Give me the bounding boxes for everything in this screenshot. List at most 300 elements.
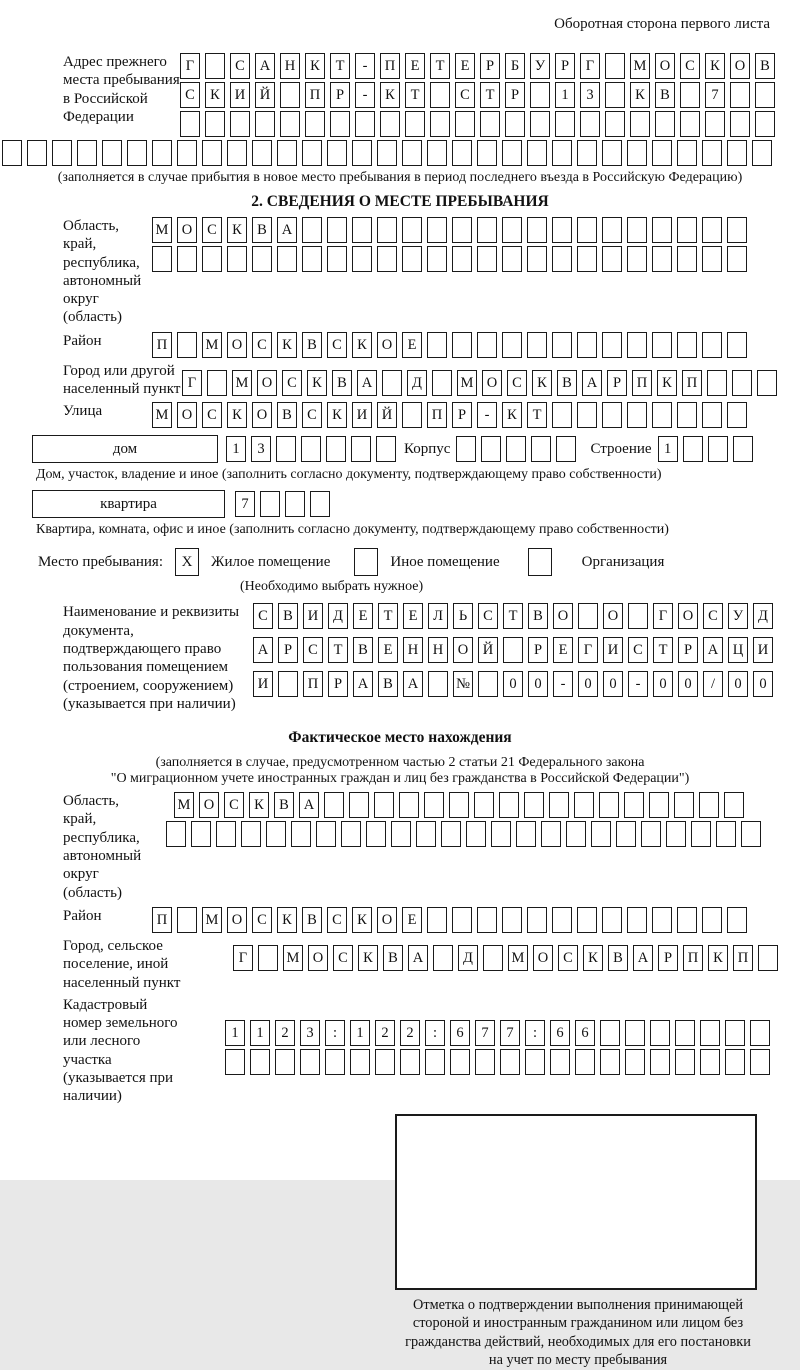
char-cell[interactable]: К [630, 82, 650, 108]
char-cell[interactable] [580, 111, 600, 137]
char-cell[interactable] [452, 246, 472, 272]
char-cell[interactable] [377, 140, 397, 166]
char-cell[interactable] [702, 402, 722, 428]
char-cell[interactable]: 0 [528, 671, 548, 697]
char-cell[interactable]: Й [377, 402, 397, 428]
char-cell[interactable]: В [277, 402, 297, 428]
char-cell[interactable] [452, 332, 472, 358]
char-cell[interactable]: В [528, 603, 548, 629]
char-cell[interactable]: И [753, 637, 773, 663]
char-cell[interactable] [677, 402, 697, 428]
char-cell[interactable] [327, 246, 347, 272]
char-cell[interactable] [730, 111, 750, 137]
char-cell[interactable]: 0 [653, 671, 673, 697]
char-cell[interactable] [708, 436, 728, 462]
char-cell[interactable]: А [277, 217, 297, 243]
char-cell[interactable]: № [453, 671, 473, 697]
char-cell[interactable] [205, 53, 225, 79]
char-cell[interactable]: К [352, 332, 372, 358]
char-cell[interactable] [524, 792, 544, 818]
char-cell[interactable] [481, 436, 501, 462]
char-cell[interactable] [677, 332, 697, 358]
char-cell[interactable]: М [202, 907, 222, 933]
char-cell[interactable] [477, 332, 497, 358]
char-cell[interactable] [177, 907, 197, 933]
char-cell[interactable] [377, 246, 397, 272]
char-cell[interactable] [180, 111, 200, 137]
char-cell[interactable] [503, 637, 523, 663]
char-cell[interactable] [374, 792, 394, 818]
char-cell[interactable]: : [325, 1020, 345, 1046]
char-cell[interactable]: 7 [475, 1020, 495, 1046]
char-cell[interactable] [627, 907, 647, 933]
char-cell[interactable]: О [252, 402, 272, 428]
char-cell[interactable] [241, 821, 261, 847]
char-cell[interactable] [405, 111, 425, 137]
dom-box[interactable]: дом [32, 435, 218, 463]
char-cell[interactable]: М [630, 53, 650, 79]
char-cell[interactable] [127, 140, 147, 166]
char-cell[interactable] [675, 1020, 695, 1046]
char-cell[interactable] [600, 1020, 620, 1046]
char-cell[interactable] [616, 821, 636, 847]
char-cell[interactable] [250, 1049, 270, 1075]
char-cell[interactable]: Г [578, 637, 598, 663]
char-cell[interactable] [477, 217, 497, 243]
char-cell[interactable]: В [302, 907, 322, 933]
char-cell[interactable]: И [253, 671, 273, 697]
char-cell[interactable] [677, 217, 697, 243]
char-cell[interactable]: М [457, 370, 477, 396]
char-cell[interactable] [252, 246, 272, 272]
char-cell[interactable] [577, 332, 597, 358]
char-cell[interactable] [699, 792, 719, 818]
char-cell[interactable] [727, 907, 747, 933]
char-cell[interactable] [230, 111, 250, 137]
char-cell[interactable]: А [582, 370, 602, 396]
char-cell[interactable]: В [383, 945, 403, 971]
char-cell[interactable]: Б [505, 53, 525, 79]
char-cell[interactable]: - [477, 402, 497, 428]
char-cell[interactable] [702, 217, 722, 243]
char-cell[interactable]: К [277, 907, 297, 933]
char-cell[interactable]: В [608, 945, 628, 971]
char-cell[interactable] [310, 491, 330, 517]
char-cell[interactable]: 0 [728, 671, 748, 697]
checkbox-zhiloe[interactable]: X [175, 548, 199, 576]
char-cell[interactable] [600, 1049, 620, 1075]
char-cell[interactable] [327, 217, 347, 243]
char-cell[interactable] [727, 332, 747, 358]
char-cell[interactable]: В [274, 792, 294, 818]
char-cell[interactable]: П [683, 945, 703, 971]
char-cell[interactable]: О [227, 332, 247, 358]
char-cell[interactable] [326, 436, 346, 462]
char-cell[interactable]: С [303, 637, 323, 663]
char-cell[interactable]: О [177, 217, 197, 243]
char-cell[interactable] [725, 1049, 745, 1075]
char-cell[interactable]: 2 [375, 1020, 395, 1046]
char-cell[interactable]: 7 [500, 1020, 520, 1046]
char-cell[interactable] [650, 1020, 670, 1046]
char-cell[interactable] [227, 140, 247, 166]
char-cell[interactable] [152, 140, 172, 166]
char-cell[interactable]: Д [328, 603, 348, 629]
char-cell[interactable] [478, 671, 498, 697]
char-cell[interactable]: 6 [575, 1020, 595, 1046]
char-cell[interactable]: С [282, 370, 302, 396]
char-cell[interactable] [341, 821, 361, 847]
char-cell[interactable] [652, 140, 672, 166]
char-cell[interactable] [427, 246, 447, 272]
char-cell[interactable] [502, 907, 522, 933]
char-cell[interactable]: П [152, 907, 172, 933]
char-cell[interactable] [599, 792, 619, 818]
char-cell[interactable]: 0 [603, 671, 623, 697]
char-cell[interactable]: М [202, 332, 222, 358]
char-cell[interactable] [77, 140, 97, 166]
char-cell[interactable] [700, 1020, 720, 1046]
char-cell[interactable]: Т [328, 637, 348, 663]
char-cell[interactable] [730, 82, 750, 108]
char-cell[interactable] [500, 1049, 520, 1075]
char-cell[interactable] [177, 246, 197, 272]
char-cell[interactable]: С [202, 217, 222, 243]
char-cell[interactable]: Т [405, 82, 425, 108]
char-cell[interactable] [380, 111, 400, 137]
char-cell[interactable] [627, 140, 647, 166]
char-cell[interactable] [152, 246, 172, 272]
char-cell[interactable]: 1 [555, 82, 575, 108]
char-cell[interactable]: О [308, 945, 328, 971]
char-cell[interactable] [391, 821, 411, 847]
char-cell[interactable]: Е [455, 53, 475, 79]
char-cell[interactable]: Г [182, 370, 202, 396]
char-cell[interactable] [725, 1020, 745, 1046]
char-cell[interactable]: К [227, 217, 247, 243]
char-cell[interactable]: 6 [450, 1020, 470, 1046]
char-cell[interactable] [691, 821, 711, 847]
char-cell[interactable]: Р [480, 53, 500, 79]
char-cell[interactable] [450, 1049, 470, 1075]
char-cell[interactable]: К [249, 792, 269, 818]
char-cell[interactable] [402, 140, 422, 166]
char-cell[interactable] [702, 246, 722, 272]
char-cell[interactable]: 0 [678, 671, 698, 697]
char-cell[interactable]: Т [503, 603, 523, 629]
char-cell[interactable] [377, 217, 397, 243]
char-cell[interactable]: Ц [728, 637, 748, 663]
char-cell[interactable] [491, 821, 511, 847]
char-cell[interactable] [641, 821, 661, 847]
char-cell[interactable] [427, 140, 447, 166]
char-cell[interactable] [702, 332, 722, 358]
char-cell[interactable] [302, 246, 322, 272]
char-cell[interactable]: 2 [275, 1020, 295, 1046]
char-cell[interactable] [400, 1049, 420, 1075]
char-cell[interactable] [425, 1049, 445, 1075]
char-cell[interactable]: У [530, 53, 550, 79]
char-cell[interactable] [452, 140, 472, 166]
char-cell[interactable] [652, 907, 672, 933]
char-cell[interactable] [427, 907, 447, 933]
char-cell[interactable] [416, 821, 436, 847]
char-cell[interactable]: С [230, 53, 250, 79]
char-cell[interactable]: А [253, 637, 273, 663]
char-cell[interactable]: Д [753, 603, 773, 629]
char-cell[interactable] [516, 821, 536, 847]
char-cell[interactable]: С [507, 370, 527, 396]
char-cell[interactable]: К [583, 945, 603, 971]
char-cell[interactable]: 3 [300, 1020, 320, 1046]
char-cell[interactable]: А [703, 637, 723, 663]
char-cell[interactable] [666, 821, 686, 847]
char-cell[interactable]: Р [278, 637, 298, 663]
char-cell[interactable]: Т [527, 402, 547, 428]
char-cell[interactable] [574, 792, 594, 818]
char-cell[interactable] [258, 945, 278, 971]
char-cell[interactable]: В [655, 82, 675, 108]
char-cell[interactable] [602, 402, 622, 428]
char-cell[interactable] [402, 246, 422, 272]
char-cell[interactable] [625, 1049, 645, 1075]
char-cell[interactable]: И [230, 82, 250, 108]
char-cell[interactable]: С [327, 332, 347, 358]
char-cell[interactable]: Р [555, 53, 575, 79]
char-cell[interactable] [352, 140, 372, 166]
char-cell[interactable] [652, 332, 672, 358]
char-cell[interactable]: О [482, 370, 502, 396]
char-cell[interactable]: А [403, 671, 423, 697]
char-cell[interactable] [555, 111, 575, 137]
char-cell[interactable] [530, 111, 550, 137]
char-cell[interactable]: Т [653, 637, 673, 663]
char-cell[interactable]: С [253, 603, 273, 629]
char-cell[interactable]: Р [505, 82, 525, 108]
char-cell[interactable] [652, 402, 672, 428]
char-cell[interactable]: М [508, 945, 528, 971]
char-cell[interactable]: С [302, 402, 322, 428]
char-cell[interactable]: М [174, 792, 194, 818]
char-cell[interactable] [602, 217, 622, 243]
char-cell[interactable]: В [353, 637, 373, 663]
checkbox-inoe[interactable] [354, 548, 378, 576]
char-cell[interactable]: А [299, 792, 319, 818]
char-cell[interactable]: У [728, 603, 748, 629]
char-cell[interactable] [302, 140, 322, 166]
char-cell[interactable]: 6 [550, 1020, 570, 1046]
char-cell[interactable]: С [252, 332, 272, 358]
char-cell[interactable] [650, 1049, 670, 1075]
char-cell[interactable]: : [525, 1020, 545, 1046]
char-cell[interactable]: В [302, 332, 322, 358]
char-cell[interactable] [727, 246, 747, 272]
char-cell[interactable] [577, 907, 597, 933]
char-cell[interactable] [683, 436, 703, 462]
char-cell[interactable]: И [352, 402, 372, 428]
char-cell[interactable]: 2 [400, 1020, 420, 1046]
char-cell[interactable] [352, 246, 372, 272]
char-cell[interactable] [655, 111, 675, 137]
char-cell[interactable]: О [453, 637, 473, 663]
char-cell[interactable] [575, 1049, 595, 1075]
char-cell[interactable]: 1 [250, 1020, 270, 1046]
char-cell[interactable] [727, 402, 747, 428]
char-cell[interactable] [602, 332, 622, 358]
char-cell[interactable] [624, 792, 644, 818]
char-cell[interactable] [552, 332, 572, 358]
char-cell[interactable] [505, 111, 525, 137]
char-cell[interactable] [325, 1049, 345, 1075]
char-cell[interactable]: С [252, 907, 272, 933]
char-cell[interactable]: Н [428, 637, 448, 663]
char-cell[interactable] [527, 217, 547, 243]
char-cell[interactable] [733, 436, 753, 462]
char-cell[interactable] [352, 217, 372, 243]
char-cell[interactable]: А [353, 671, 373, 697]
char-cell[interactable]: Д [407, 370, 427, 396]
char-cell[interactable]: 0 [753, 671, 773, 697]
char-cell[interactable]: М [152, 217, 172, 243]
char-cell[interactable] [702, 140, 722, 166]
char-cell[interactable] [207, 370, 227, 396]
char-cell[interactable] [277, 140, 297, 166]
char-cell[interactable] [750, 1049, 770, 1075]
char-cell[interactable]: Д [458, 945, 478, 971]
char-cell[interactable] [677, 246, 697, 272]
char-cell[interactable] [649, 792, 669, 818]
char-cell[interactable]: А [255, 53, 275, 79]
char-cell[interactable] [502, 217, 522, 243]
char-cell[interactable] [280, 111, 300, 137]
char-cell[interactable]: К [227, 402, 247, 428]
char-cell[interactable] [527, 246, 547, 272]
char-cell[interactable]: Г [580, 53, 600, 79]
char-cell[interactable]: С [703, 603, 723, 629]
char-cell[interactable] [627, 217, 647, 243]
kvartira-box[interactable]: квартира [32, 490, 225, 518]
char-cell[interactable]: П [152, 332, 172, 358]
char-cell[interactable] [227, 246, 247, 272]
char-cell[interactable] [630, 111, 650, 137]
char-cell[interactable]: О [603, 603, 623, 629]
char-cell[interactable] [424, 792, 444, 818]
char-cell[interactable]: - [355, 82, 375, 108]
char-cell[interactable]: 1 [225, 1020, 245, 1046]
char-cell[interactable]: Й [478, 637, 498, 663]
char-cell[interactable] [452, 907, 472, 933]
char-cell[interactable] [280, 82, 300, 108]
char-cell[interactable] [605, 82, 625, 108]
char-cell[interactable] [2, 140, 22, 166]
char-cell[interactable] [674, 792, 694, 818]
char-cell[interactable]: И [603, 637, 623, 663]
char-cell[interactable]: 0 [578, 671, 598, 697]
char-cell[interactable] [741, 821, 761, 847]
char-cell[interactable]: Ь [453, 603, 473, 629]
char-cell[interactable]: Р [528, 637, 548, 663]
char-cell[interactable]: О [553, 603, 573, 629]
char-cell[interactable]: К [358, 945, 378, 971]
char-cell[interactable]: К [502, 402, 522, 428]
stamp-box[interactable] [395, 1114, 757, 1290]
char-cell[interactable] [677, 907, 697, 933]
char-cell[interactable]: В [378, 671, 398, 697]
char-cell[interactable]: Е [402, 907, 422, 933]
char-cell[interactable]: С [628, 637, 648, 663]
char-cell[interactable] [430, 82, 450, 108]
char-cell[interactable]: П [733, 945, 753, 971]
char-cell[interactable] [301, 436, 321, 462]
char-cell[interactable]: К [705, 53, 725, 79]
char-cell[interactable] [506, 436, 526, 462]
char-cell[interactable]: Е [378, 637, 398, 663]
char-cell[interactable] [402, 217, 422, 243]
char-cell[interactable] [755, 82, 775, 108]
char-cell[interactable] [399, 792, 419, 818]
char-cell[interactable]: 1 [350, 1020, 370, 1046]
char-cell[interactable] [552, 907, 572, 933]
char-cell[interactable]: К [380, 82, 400, 108]
char-cell[interactable] [556, 436, 576, 462]
char-cell[interactable]: Р [330, 82, 350, 108]
char-cell[interactable] [652, 246, 672, 272]
char-cell[interactable] [549, 792, 569, 818]
char-cell[interactable]: 3 [580, 82, 600, 108]
char-cell[interactable] [278, 671, 298, 697]
char-cell[interactable] [402, 402, 422, 428]
char-cell[interactable]: 0 [503, 671, 523, 697]
char-cell[interactable]: : [425, 1020, 445, 1046]
char-cell[interactable] [191, 821, 211, 847]
char-cell[interactable]: П [303, 671, 323, 697]
char-cell[interactable]: Н [280, 53, 300, 79]
char-cell[interactable] [552, 246, 572, 272]
char-cell[interactable]: Е [402, 332, 422, 358]
char-cell[interactable] [527, 140, 547, 166]
char-cell[interactable] [755, 111, 775, 137]
char-cell[interactable] [452, 217, 472, 243]
char-cell[interactable] [627, 246, 647, 272]
char-cell[interactable] [277, 246, 297, 272]
char-cell[interactable] [375, 1049, 395, 1075]
char-cell[interactable]: О [377, 332, 397, 358]
char-cell[interactable] [707, 370, 727, 396]
char-cell[interactable] [732, 370, 752, 396]
char-cell[interactable] [102, 140, 122, 166]
char-cell[interactable]: В [252, 217, 272, 243]
char-cell[interactable] [291, 821, 311, 847]
char-cell[interactable] [430, 111, 450, 137]
char-cell[interactable]: А [408, 945, 428, 971]
char-cell[interactable] [566, 821, 586, 847]
char-cell[interactable] [351, 436, 371, 462]
char-cell[interactable]: К [307, 370, 327, 396]
char-cell[interactable] [483, 945, 503, 971]
char-cell[interactable] [441, 821, 461, 847]
char-cell[interactable] [477, 246, 497, 272]
char-cell[interactable]: Р [452, 402, 472, 428]
char-cell[interactable]: С [202, 402, 222, 428]
char-cell[interactable] [366, 821, 386, 847]
char-cell[interactable] [705, 111, 725, 137]
char-cell[interactable] [502, 332, 522, 358]
char-cell[interactable]: О [257, 370, 277, 396]
char-cell[interactable]: К [277, 332, 297, 358]
char-cell[interactable] [252, 140, 272, 166]
char-cell[interactable]: К [657, 370, 677, 396]
char-cell[interactable] [577, 140, 597, 166]
